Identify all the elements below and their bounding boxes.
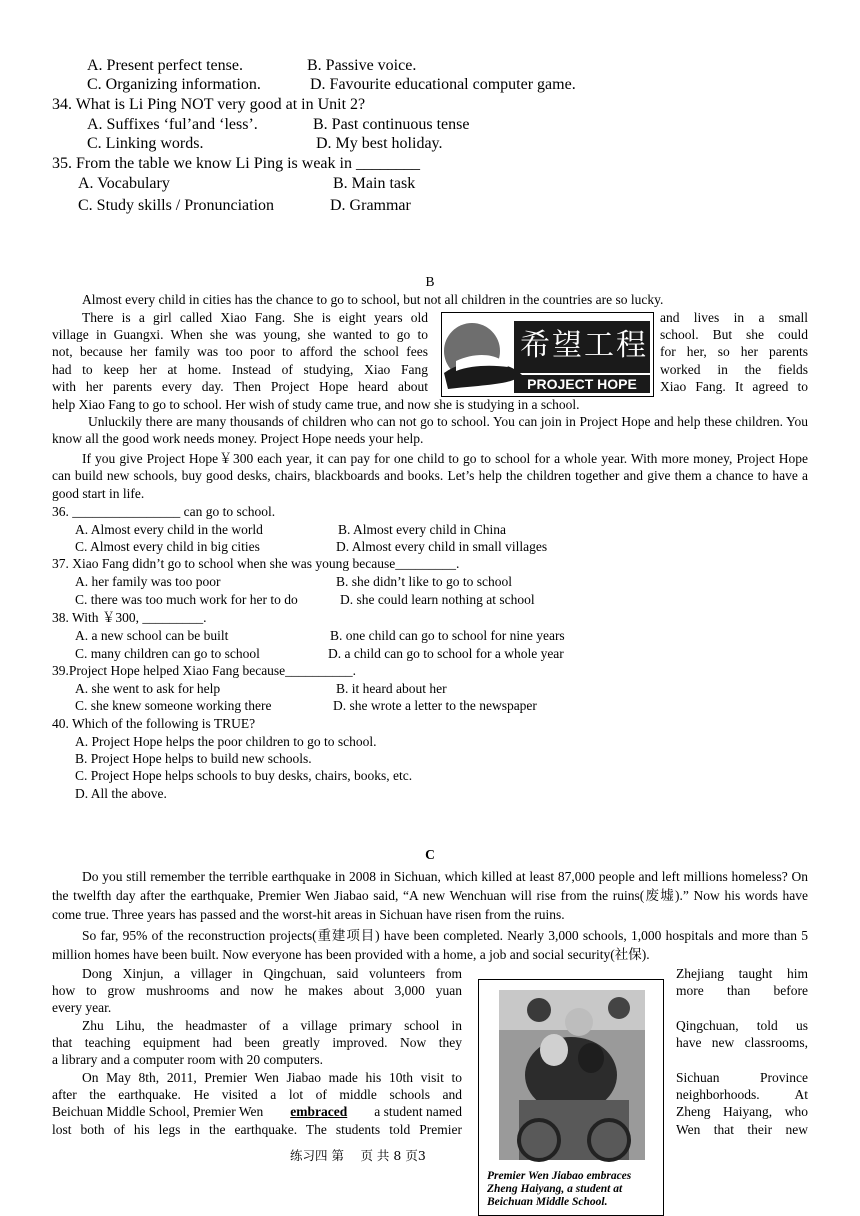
q39-stem: 39.Project Hope helped Xiao Fang because__________. [52,663,357,678]
q33-option-a: A. Present perfect tense. [87,57,243,74]
q33-option-b: B. Passive voice. [307,57,417,74]
q38-stem: 38. With ￥300, _________. [52,610,207,625]
passage-c-line-9-start: Beichuan Middle School, Premier Wen [52,1104,264,1119]
q40-option-c: C. Project Hope helps schools to buy desks, chairs, books, etc. [75,768,413,783]
passage-c-left-line-3: every year. [52,1000,112,1015]
passage-b-p2-line-4: had to keep her at home. Instead of studying, Xiao Fang [52,362,428,377]
q39-option-b: B. it heard about her [336,681,447,696]
q39-option-a: A. she went to ask for help [75,681,221,696]
passage-b-p2-right-1: and lives in a small [660,310,808,325]
photo-caption: Premier Wen Jiabao embraces Zheng Haiyang, a student at Beichuan Middle School. [487,1170,632,1208]
q40-option-a: A. Project Hope helps the poor children to go to school. [75,734,377,749]
q40-option-d: D. All the above. [75,786,167,801]
passage-b-p2-right-4: worked in the fields [660,362,808,377]
passage-c-right-line-3: Qingchuan, told us [676,1018,808,1033]
section-b-heading: B [425,274,435,289]
q33-option-d: D. Favourite educational computer game. [310,76,576,93]
q35-stem: 35. From the table we know Li Ping is weak in ________ [52,155,420,172]
q40-stem: 40. Which of the following is TRUE? [52,716,256,731]
passage-c-right-line-5: Sichuan Province [676,1070,808,1085]
passage-c-right-line-2: more than before [676,983,808,998]
passage-c-left-line-1: Dong Xinjun, a villager in Qingchuan, said volunteers from [82,966,462,981]
project-hope-logo-chinese: 希望工程 [520,328,648,363]
q40-option-b: B. Project Hope helps to build new schools. [75,751,312,766]
passage-b-p2-right-5: Xiao Fang. It agreed to [660,379,808,394]
passage-c-left-line-5: that teaching equipment had been greatly improved. Now they [52,1035,462,1050]
q34-option-a: A. Suffixes ‘ful’and ‘less’. [87,116,258,133]
q39-option-d: D. she wrote a letter to the newspaper [333,698,537,713]
q34-option-c: C. Linking words. [87,135,204,152]
q35-option-c: C. Study skills / Pronunciation [78,197,275,214]
passage-c-right-line-1: Zhejiang taught him [676,966,808,981]
q33-option-c: C. Organizing information. [87,76,261,93]
passage-c-paragraph-2: So far, 95% of the reconstruction projects(重建项目) have been completed. Nearly 3,000 schools, 1,000 hospitals and more than 5 million homes have been built. Now everyone has been provided with a home, a job and social security(社保). [52,928,808,962]
q36-option-d: D. Almost every child in small villages [336,539,548,554]
passage-c-left-line-2: how to grow mushrooms and now he makes about 3,000 yuan [52,983,462,998]
passage-c-left-line-4: Zhu Lihu, the headmaster of a village primary school in [82,1018,462,1033]
q34-option-d: D. My best holiday. [316,135,443,152]
passage-c-left-line-7: On May 8th, 2011, Premier Wen Jiabao made his 10th visit to [82,1070,462,1085]
passage-c-left-line-6: a library and a computer room with 20 computers. [52,1052,324,1067]
passage-b-p2-right-2: school. But she could [660,327,808,342]
q36-option-a: A. Almost every child in the world [75,522,263,537]
q35-option-d: D. Grammar [330,197,411,214]
section-c-heading: C [425,847,435,862]
q38-option-a: A. a new school can be built [75,628,229,643]
q36-option-b: B. Almost every child in China [338,522,506,537]
q36-stem: 36. ________________ can go to school. [52,504,276,519]
q34-stem: 34. What is Li Ping NOT very good at in Unit 2? [52,96,366,113]
passage-c-paragraph-1: Do you still remember the terrible earthquake in 2008 in Sichuan, which killed at least 87,000 people and left millions homeless? On the twelfth day after the earthquake, Premier Wen Jiabao said, “A new Wenchuan will rise from the ruins(废墟).” Now his words have come true. Three years has passed and the worst-hit areas in Sichuan have risen from the ruins. [52,869,808,922]
q37-stem: 37. Xiao Fang didn’t go to school when she was young because_________. [52,556,460,571]
passage-b-p2-line-5: with her parents every day. Then Project Hope heard about [52,379,428,394]
q37-option-c: C. there was too much work for her to do [75,592,298,607]
passage-b-p2-line-1: There is a girl called Xiao Fang. She is eight years old [82,310,428,325]
passage-c-right-line-8: Wen that their new [676,1122,808,1137]
passage-c-left-line-10: lost both of his legs in the earthquake. The students told Premier [52,1122,462,1137]
passage-c-left-line-9 [52,1103,462,1120]
q37-option-d: D. she could learn nothing at school [340,592,535,607]
q37-option-b: B. she didn’t like to go to school [336,574,512,589]
page-footer: 练习四 第 页 共 8 页3 [290,1148,426,1163]
q37-option-a: A. her family was too poor [75,574,221,589]
passage-b-paragraph-4: If you give Project Hope￥300 each year, it can pay for one child to go to school for a whole year. With more money, Project Hope can build new schools, buy good desks, chairs, blackboards and books. Let’s help the children together and give them a chance to have a good start in life. [52,451,808,501]
project-hope-logo [441,312,654,397]
passage-b-p2-right-3: for her, so her parents [660,344,808,359]
embraced-word: embraced [290,1104,348,1119]
q39-option-c: C. she knew someone working there [75,698,272,713]
q38-option-c: C. many children can go to school [75,646,260,661]
q38-option-d: D. a child can go to school for a whole year [328,646,564,661]
photo-image [479,980,663,1165]
passage-c-line-9-end: a student named [374,1104,462,1119]
passage-c-right-line-6: neighborhoods. At [676,1087,808,1102]
q35-option-b: B. Main task [333,175,416,192]
q34-option-b: B. Past continuous tense [313,116,470,133]
passage-c-right-line-4: have new classrooms, [676,1035,808,1050]
project-hope-logo-english: PROJECT HOPE [527,376,637,392]
premier-wen-photo [478,979,664,1216]
passage-b-paragraph-3: Unluckily there are many thousands of children who can not go to school. You can join in Project Hope and help these children. You know all the good work needs money. Project Hope needs your help. [52,414,808,447]
q38-option-b: B. one child can go to school for nine years [330,628,565,643]
passage-b-p2-line-3: not, because her family was too poor to afford the school fees [52,344,428,359]
passage-b-paragraph-1: Almost every child in cities has the chance to go to school, but not all children in the countries are so lucky. [82,292,664,307]
passage-c-left-line-8: after the earthquake. He visited a lot of middle schools and [52,1087,462,1102]
q36-option-c: C. Almost every child in big cities [75,539,260,554]
q35-option-a: A. Vocabulary [78,175,170,192]
passage-b-p2-end: help Xiao Fang to go to school. Her wish of study came true, and now she is studying in a school. [52,397,580,412]
passage-c-right-line-7: Zheng Haiyang, who [676,1104,808,1119]
passage-b-p2-line-2: village in Guangxi. When she was young, she wanted to go to [52,327,428,342]
